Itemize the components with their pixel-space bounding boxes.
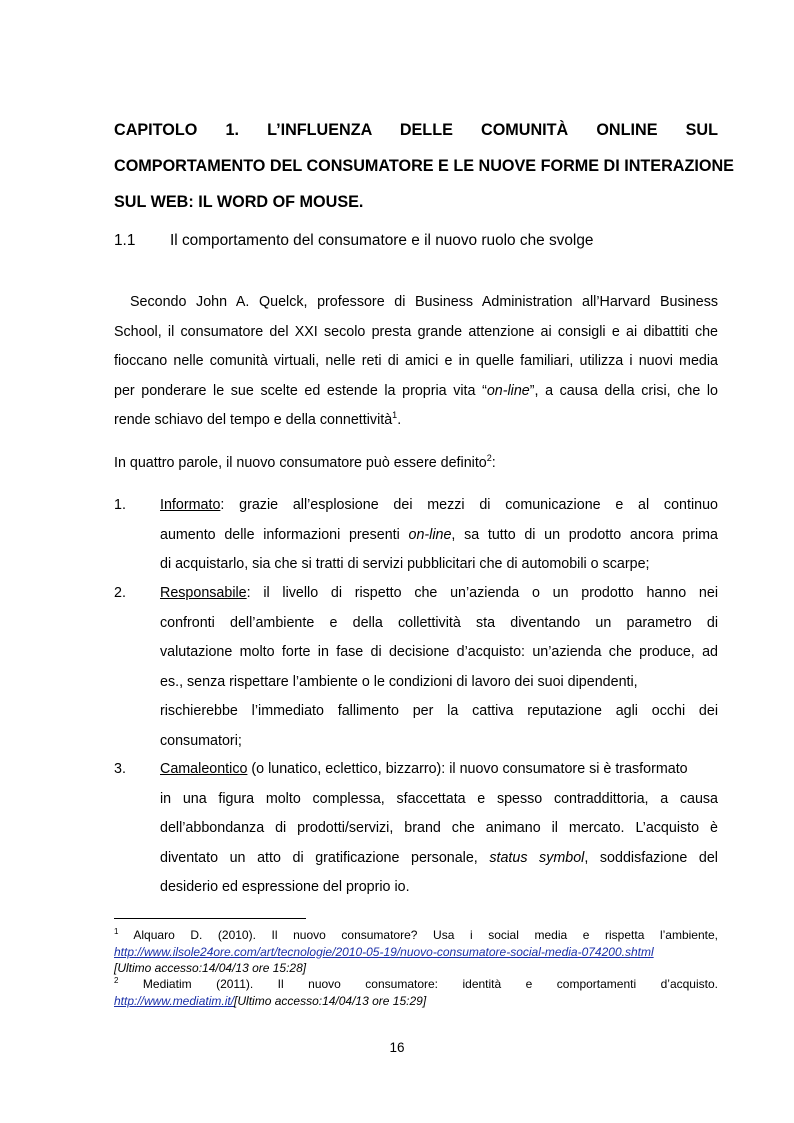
footnote: $^1$ Alquaro D. (2010). Il nuovo consumatore? Usa i social media e rispetta l’ambiente, http://www.ilsole24ore.com/art/tecnologie/2010-05-19/nuovo-consumatore-social-media-074200.shtml [Ultimo accesso:14/04/13 ore 15:28] bbox=[114, 927, 718, 975]
item-line: diventato un atto di gratificazione personale, status symbol, soddisfazione del bbox=[160, 849, 718, 866]
list-number: 1. bbox=[114, 497, 126, 513]
page-number: 16 bbox=[389, 1040, 405, 1055]
paragraph-line: Secondo John A. Quelck, professore di Business Administration all’Harvard Business bbox=[130, 294, 718, 310]
paragraph-line: fioccano nelle comunità virtuali, nelle reti di amici e in quelle familiari, utilizza i nuovi media bbox=[114, 353, 718, 369]
paragraph-line: School, il consumatore del XXI secolo presta grande attenzione ai consigli e ai dibattiti che bbox=[114, 323, 718, 340]
footnote: $^2$ Mediatim (2011). Il nuovo consumatore: identità e comportamenti d’acquisto. http://www.mediatim.it/[Ultimo accesso:14/04/13 ore 15:29] bbox=[114, 976, 718, 1008]
item-line: dell’abbondanza di prodotti/servizi, brand che animano il mercato. L’acquisto è bbox=[160, 820, 718, 836]
paragraph-line: rende schiavo del tempo e della connettività$^1$. bbox=[114, 410, 402, 428]
item-term: Informato bbox=[160, 497, 221, 513]
item-line: Camaleontico (o lunatico, eclettico, bizzarro): il nuovo consumatore si è trasformato bbox=[160, 761, 688, 777]
item-line: Responsabile: il livello di rispetto che un’azienda o un prodotto hanno nei bbox=[160, 585, 718, 601]
section-number: 1.1 bbox=[114, 232, 136, 249]
footnote-link[interactable]: http://www.mediatim.it/ bbox=[114, 993, 235, 1008]
chapter-heading-line: CAPITOLO 1. L’INFLUENZA DELLE COMUNITÀ ONLINE SUL bbox=[114, 121, 718, 139]
paragraph-line: per ponderare le sue scelte ed estende la propria vita “on-line”, a causa della crisi, che lo bbox=[114, 382, 718, 399]
item-line: valutazione molto forte in fase di decisione d’acquisto: un’azienda che produce, ad bbox=[160, 644, 718, 660]
chapter-heading-line: SUL WEB: IL WORD OF MOUSE. bbox=[114, 193, 364, 211]
item-term: Camaleontico bbox=[160, 761, 248, 777]
list-item bbox=[160, 491, 718, 580]
footnote-mark: 1 bbox=[114, 927, 119, 936]
item-line: Informato: grazie all’esplosione dei mezzi di comunicazione e al continuo bbox=[160, 497, 718, 513]
item-line: confronti dell’ambiente e della collettività sta diventando un parametro di bbox=[160, 614, 718, 631]
footnote-separator bbox=[114, 918, 306, 919]
footnote-access-note: [Ultimo accesso:14/04/13 ore 15:29] bbox=[234, 993, 427, 1008]
item-line: consumatori; bbox=[160, 732, 242, 749]
item-line: aumento delle informazioni presenti on-line, sa tutto di un prodotto ancora prima bbox=[160, 526, 719, 543]
footnote-link[interactable]: http://www.ilsole24ore.com/art/tecnologie/2010-05-19/nuovo-consumatore-social-media-074200.shtml bbox=[114, 944, 654, 959]
footnote-mark: 2 bbox=[114, 976, 119, 985]
footnote-ref: 1 bbox=[392, 410, 398, 420]
item-line: desiderio ed espressione del proprio io. bbox=[160, 879, 410, 895]
item-line: di acquistarlo, sia che si tratti di servizi pubblicitari che di automobili o scarpe; bbox=[160, 556, 650, 572]
lead-sentence: In quattro parole, il nuovo consumatore può essere definito$^2$: bbox=[114, 453, 496, 471]
chapter-heading-line: COMPORTAMENTO DEL CONSUMATORE E LE NUOVE FORME DI INTERAZIONE bbox=[114, 157, 734, 175]
footnote-ref: 2 bbox=[486, 453, 492, 463]
item-term: Responsabile bbox=[160, 585, 247, 601]
chapter-heading bbox=[114, 112, 734, 220]
item-line: es., senza rispettare l’ambiente o le condizioni di lavoro dei suoi dipendenti, bbox=[160, 673, 638, 690]
section-title: Il comportamento del consumatore e il nuovo ruolo che svolge bbox=[170, 232, 594, 249]
list-number: 2. bbox=[114, 585, 126, 601]
intro-paragraph bbox=[114, 288, 718, 436]
list-number: 3. bbox=[114, 761, 126, 777]
item-line: rischierebbe l’immediato fallimento per la cattiva reputazione agli occhi dei bbox=[160, 703, 718, 719]
list-item bbox=[160, 755, 718, 903]
list-item bbox=[160, 579, 718, 756]
footnote-access-note: [Ultimo accesso:14/04/13 ore 15:28] bbox=[114, 961, 307, 975]
item-line: in una figura molto complessa, sfaccettata e spesso contraddittoria, a causa bbox=[160, 790, 718, 807]
